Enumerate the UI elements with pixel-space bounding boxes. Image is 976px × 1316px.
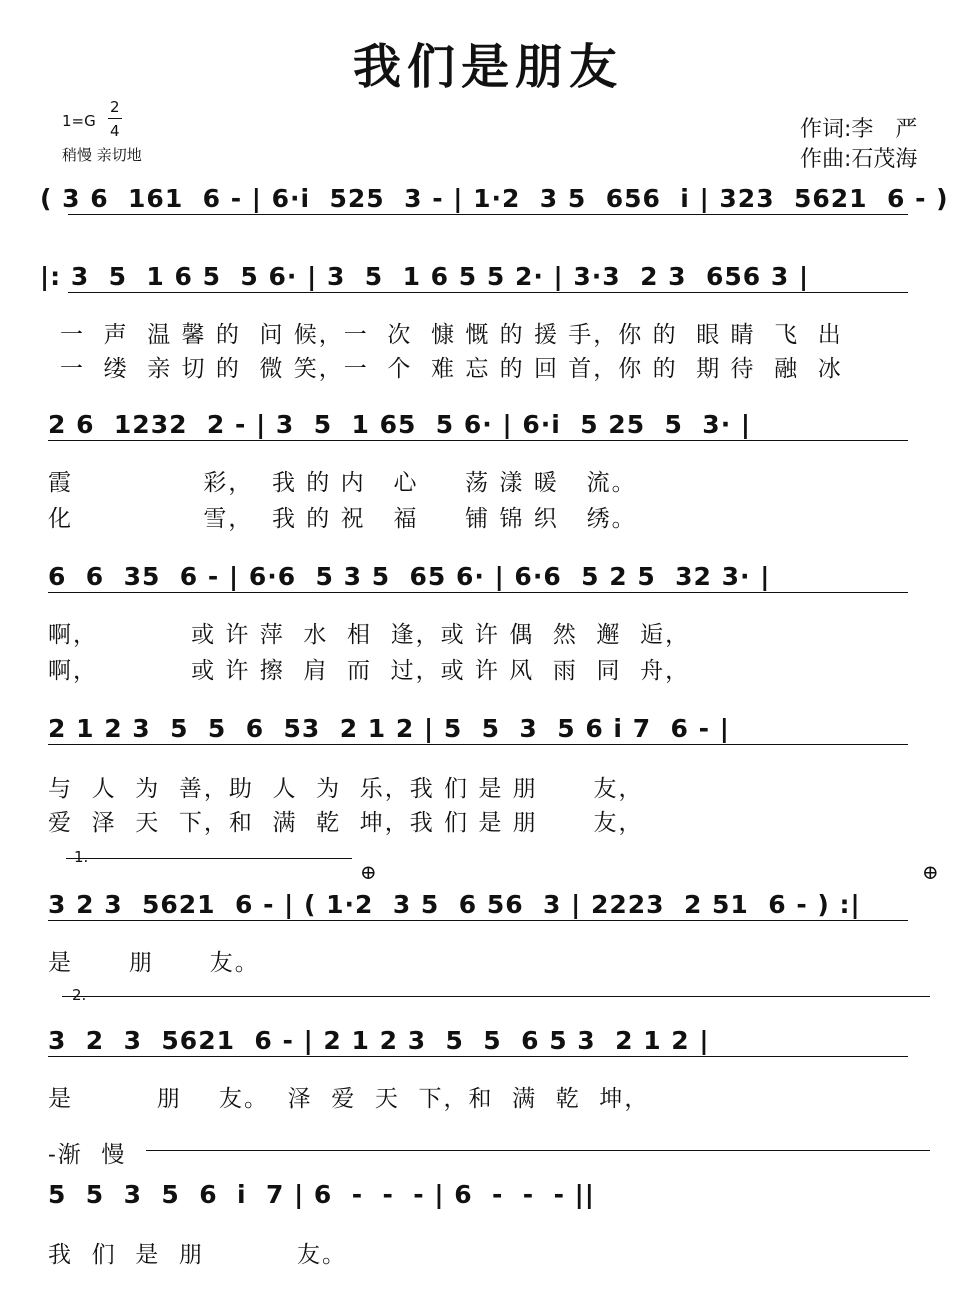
notation-line-6: 3 2 3 5621 6 - | ( 1·2 3 5 6 56 3 | 2223 2 51 6 - ) :| [48,890,861,919]
lyric-line-5b: 爱 泽 天 下，和 满 乾 坤，我 们 是 朋 友， [48,810,644,836]
lyric-line-2a: 一 声 温 馨 的 问 候，一 次 慷 慨 的 援 手，你 的 眼 睛 飞 出 [60,322,843,348]
lyricist-credit: 作词:李 严 [800,117,918,142]
beam-line [48,440,908,441]
beam-line [48,592,908,593]
volta-bracket-2 [62,996,930,997]
volta-bracket-1 [66,858,352,859]
lyric-line-7: 是 朋 友。 泽 爱 天 下，和 满 乾 坤， [48,1086,650,1112]
beam-line [48,920,908,921]
lyric-line-6: 是 朋 友。 [48,950,260,976]
notation-line-2: |: 3 5 1 6 5 5 6· | 3 5 1 6 5 5 2· | 3·3 2 3 656 3 | [40,262,810,291]
time-signature-top: 2 [110,98,120,116]
beam-line [68,292,908,293]
tempo-marking: 稍慢 亲切地 [62,146,142,164]
song-title: 我们是朋友 [352,39,623,95]
lyric-line-8: 我 们 是 朋 友。 [48,1242,347,1268]
notation-line-8: 5 5 3 5 6 i 7 | 6 - - - | 6 - - - || [48,1180,595,1209]
time-signature-line [108,118,122,119]
beam-line [68,214,908,215]
lyric-line-4a: 啊， 或 许 萍 水 相 逢，或 许 偶 然 邂 逅， [48,622,691,648]
lyric-line-3b: 化 雪， 我 的 祝 福 铺 锦 织 绣。 [48,506,637,532]
coda-sign-icon: ⊕ [922,860,939,884]
coda-sign-icon: ⊕ [360,860,377,884]
volta-label-1: 1. [74,848,89,866]
notation-line-7: 3 2 3 5621 6 - | 2 1 2 3 5 5 6 5 3 2 1 2 | [48,1026,710,1055]
notation-line-1: ( 3 6 161 6 - | 6·i 525 3 - | 1·2 3 5 656 i | 323 5621 6 - ) [40,184,949,213]
notation-line-5: 2 1 2 3 5 5 6 53 2 1 2 | 5 5 3 5 6 i 7 6 - | [48,714,730,743]
lyric-line-2b: 一 缕 亲 切 的 微 笑，一 个 难 忘 的 回 首，你 的 期 待 融 冰 [60,356,843,382]
lyric-line-3a: 霞 彩， 我 的 内 心 荡 漾 暖 流。 [48,470,637,496]
time-signature-bottom: 4 [110,122,120,140]
lyric-line-4b: 啊， 或 许 擦 肩 而 过，或 许 风 雨 同 舟， [48,658,691,684]
notation-line-3: 2 6 1232 2 - | 3 5 1 65 5 6· | 6·i 5 25 5 3· | [48,410,752,439]
lyric-line-5a: 与 人 为 善，助 人 为 乐，我 们 是 朋 友， [48,776,644,802]
composer-credit: 作曲:石茂海 [800,147,918,172]
key-signature: 1=G [62,112,96,130]
notation-line-4: 6 6 35 6 - | 6·6 5 3 5 65 6· | 6·6 5 2 5 32 3· | [48,562,771,591]
tempo-extension-line [146,1150,930,1151]
volta-label-2: 2. [72,986,87,1004]
beam-line [48,744,908,745]
beam-line [48,1056,908,1057]
tempo-change-marking: -渐 慢 [48,1142,127,1168]
